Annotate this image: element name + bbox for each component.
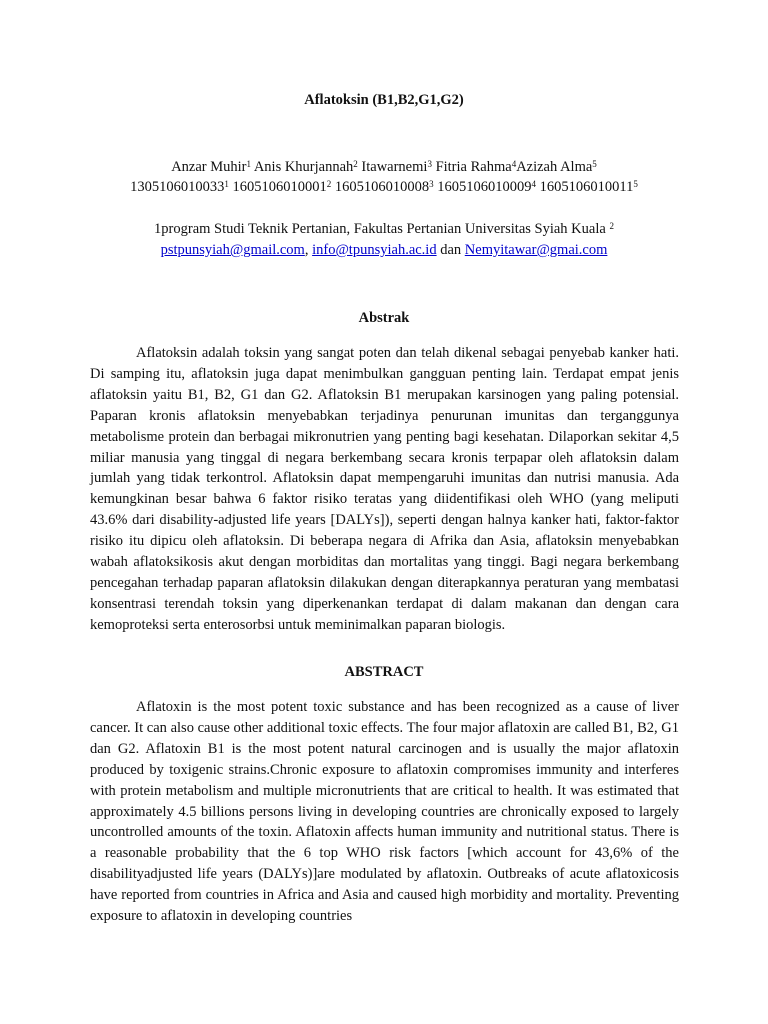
author-name: Anis Khurjannah [253,159,354,175]
affiliation-sup: 2 [609,221,614,231]
abstrak-body: Aflatoksin adalah toksin yang sangat poten dan telah dikenal sebagai penyebab kanker hati. Di samping itu, aflatoksin juga dapat menimbulkan gangguan penting lain. Terdapat empat jenis aflatoksin yaitu B1, B2, G1 dan G2. Aflatoksin B1 merupakan karsinogen yang paling potensial. Paparan kronis aflatoksin menyebabkan terjadinya penurunan imunitas dan terganggunya metabolisme protein dan berbagai mikronutrien yang penting bagi kesehatan. Dilaporkan sekitar 4,5 miliar manusia yang tinggal di negara berkembang secara kronis terpapar oleh aflatoksin dalam jumlah yang tidak terkontrol. Aflatoksin dapat mempengaruhi imunitas dan nutrisi manusia. Ada kemungkinan besar bahwa 6 faktor risiko teratas yang diidentifikasi oleh WHO (yang meliputi 43.6% dari disability-adjusted life years [DALYs]), seperti dengan halnya kanker hati, faktor-faktor risiko itu dipicu oleh aflatoksin. Di beberapa negara di Afrika dan Asia, aflatoksin menyebabkan wabah aflatoksikosis akut dengan morbiditas dan mortalitas yang tinggi. Bagi negara berkembang pencegahan terhadap paparan aflatoksin dilakukan dengan diterapkannya peraturan yang membatasi konsentrasi terendah toksin yang diperkenankan terdapat di dalam makanan dan dengan cara kemoproteksi serta enterosorbsi untuk meminimalkan paparan biologis. [90,345,679,633]
author-sup: 1 [246,159,251,169]
author-id-sup: 1 [224,179,229,189]
affiliation-line [0,219,768,240]
author-id: 1605106010009 [437,179,532,195]
author-sup: 3 [427,159,432,169]
email-link-1[interactable]: pstpunsyiah@gmail.com [160,242,305,258]
affiliation-text: 1program Studi Teknik Pertanian, Fakultas Pertanian Universitas Syiah Kuala [154,221,606,237]
email-link-2[interactable]: info@tpunsyiah.ac.id [312,242,437,258]
paper-title: Aflatoksin (B1,B2,G1,G2) [304,92,464,108]
abstract-heading: ABSTRACT [344,664,424,680]
author-id: 1605106010011 [539,179,634,195]
author-sup: 5 [592,159,597,169]
email-separator: , [304,242,309,258]
author-names [0,157,768,177]
email-line [0,240,768,261]
email-link-3[interactable]: Nemyitawar@gmai.com [464,242,608,258]
author-name: Itawarnemi [361,159,428,175]
author-id-sup: 3 [429,179,434,189]
abstract-body: Aflatoxin is the most potent toxic substance and has been recognized as a cause of liver cancer. It can also cause other additional toxic effects. The four major aflatoxin are called B1, B2, G1 dan G2. Aflatoxin B1 is the most potent natural carcinogen and is usually the major aflatoxin produced by toxigenic strains.Chronic exposure to aflatoxin compromises immunity and interferes with protein metabolism and multiple micronutrients that are critical to health. It was estimated that approximately 4.5 billions persons living in developing countries are chronically exposed to largely uncontrolled amounts of the toxin. Aflatoxin affects human immunity and nutritional status. There is a reasonable probability that the 6 top WHO risk factors [which account for 43,6% of the disabilityadjusted life years (DALYs)]are modulated by aflatoxin. Outbreaks of acute aflatoxicosis have reported from countries in Africa and Asia and caused high morbidity and mortality. Preventing exposure to aflatoxin in developing countries [90,699,679,925]
email-conjunction: dan [440,242,462,258]
author-id-sup: 2 [326,179,332,189]
author-name: Fitria Rahma [435,159,512,175]
author-sup: 4 [511,159,517,169]
author-name: Anzar Muhir [171,159,247,175]
author-id: 1605106010008 [334,179,430,195]
author-id-sup: 5 [633,179,638,189]
author-id: 1305106010033 [130,179,225,195]
author-name: Azizah Alma [516,159,593,175]
author-id-sup: 4 [531,179,537,189]
author-id: 1605106010001 [232,179,327,195]
affiliation-block [0,219,768,261]
abstrak-heading: Abstrak [358,310,410,326]
author-block [0,157,768,197]
author-ids [0,177,768,197]
author-sup: 2 [353,159,358,169]
